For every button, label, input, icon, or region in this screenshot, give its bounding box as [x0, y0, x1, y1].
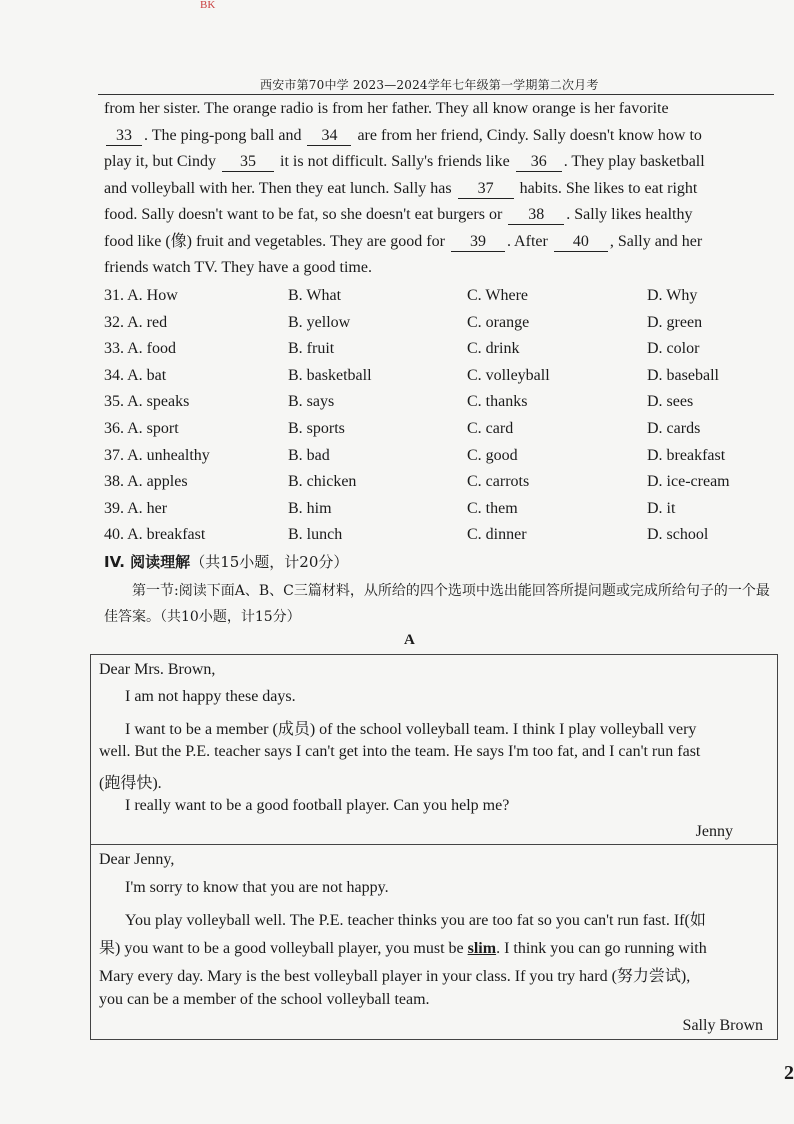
- passage-line: [104, 255, 780, 282]
- option-b: B. bad: [288, 446, 330, 464]
- option-d: D. breakfast: [647, 446, 726, 464]
- passage-line: [104, 229, 780, 256]
- passage-text: play it, but Cindy: [104, 153, 216, 170]
- option-d: D. green: [647, 313, 703, 331]
- option-c: C. thanks: [467, 393, 528, 411]
- passage-text: food. Sally doesn't want to be fat, so she doesn't eat burgers or: [104, 206, 503, 223]
- letter-greeting: Dear Mrs. Brown,: [99, 661, 216, 678]
- option-b: B. fruit: [288, 340, 335, 358]
- passage-text: habits. She likes to eat right: [519, 179, 698, 197]
- option-a: 32. A. red: [104, 313, 168, 331]
- passage-text: from her sister. The orange radio is from her father. They all know orange is her favorite: [104, 100, 669, 117]
- option-d: D. cards: [647, 419, 701, 437]
- passage-line: [104, 202, 780, 229]
- option-a: 36. A. sport: [104, 419, 179, 437]
- letter-sally: [90, 844, 778, 1040]
- passage-line: [104, 149, 780, 176]
- option-a: 38. A. apples: [104, 473, 188, 491]
- passage-text: and volleyball with her. Then they eat lunch. Sally has: [104, 179, 452, 197]
- passage-text: it is not difficult. Sally's friends like: [280, 153, 510, 170]
- letter-text: (跑得快).: [99, 775, 162, 792]
- passage-text: , Sally and her: [609, 232, 703, 250]
- passage-label: A: [404, 632, 415, 648]
- option-c: C. dinner: [467, 526, 527, 544]
- passage-text: are from her friend, Cindy. Sally doesn't know how to: [357, 126, 702, 144]
- exam-header: 西安市第70中学 2023—2024学年七年级第一学期第二次月考: [260, 78, 599, 92]
- section-title: [104, 551, 348, 572]
- option-row-32: [104, 310, 784, 337]
- option-c: C. volleyball: [467, 366, 550, 384]
- blank-39: 39: [451, 233, 505, 252]
- option-c: C. card: [467, 419, 514, 437]
- option-b: B. sports: [288, 419, 345, 437]
- blank-37: 37: [458, 180, 514, 199]
- letter-text: I want to be a member (成员) of the school volleyball team. I think I play volleyball very: [125, 721, 697, 738]
- option-c: C. them: [467, 499, 518, 517]
- passage-text: . Sally likes healthy: [566, 206, 693, 223]
- option-d: D. ice-cream: [647, 473, 730, 491]
- letter-text: I am not happy these days.: [125, 688, 296, 705]
- letter-text-part: 果) you want to be a good volleyball player, you must be: [99, 940, 464, 957]
- passage-text: . The ping-pong ball and: [144, 126, 302, 144]
- option-row-37: [104, 443, 784, 470]
- option-c: C. good: [467, 446, 518, 464]
- option-b: B. him: [288, 499, 332, 517]
- option-d: D. school: [647, 526, 709, 544]
- option-b: B. yellow: [288, 313, 351, 331]
- option-b: B. lunch: [288, 526, 343, 544]
- option-d: D. sees: [647, 393, 694, 411]
- option-row-39: [104, 496, 784, 523]
- letter-text: well. But the P.E. teacher says I can't get into the team. He says I'm too fat, and I can't run fast: [99, 743, 701, 760]
- option-row-34: [104, 363, 784, 390]
- option-d: D. color: [647, 340, 700, 358]
- letter-text-part: . I think you can go running with: [496, 940, 707, 957]
- option-a: 39. A. her: [104, 499, 168, 517]
- letter-text: you can be a member of the school volleyball team.: [99, 991, 430, 1008]
- scan-mark: BK: [200, 0, 216, 11]
- option-b: B. What: [288, 287, 342, 304]
- option-a: 31. A. How: [104, 287, 178, 304]
- section-instruction: 第一节:阅读下面A、B、C三篇材料，从所给的四个选项中选出能回答所提问题或完成所给句子的一个最佳答案。（共10小题，计15分）: [104, 583, 770, 625]
- passage-text: friends watch TV. They have a good time.: [104, 259, 372, 276]
- underlined-word-slim: slim: [467, 940, 497, 957]
- option-row-31: [104, 283, 784, 310]
- blank-36: 36: [516, 153, 562, 172]
- option-a: 40. A. breakfast: [104, 526, 206, 544]
- blank-38: 38: [508, 206, 564, 225]
- answer-options: [104, 283, 784, 549]
- letter-text: You play volleyball well. The P.E. teacher thinks you are too fat so you can't run fast. If(如: [125, 912, 706, 929]
- cloze-passage: [104, 96, 780, 282]
- option-row-36: [104, 416, 784, 443]
- passage-text: . They play basketball: [563, 153, 705, 170]
- option-b: B. chicken: [288, 473, 357, 491]
- letter-text: Mary every day. Mary is the best volleyball player in your class. If you try hard (努力尝试),: [99, 968, 691, 985]
- blank-33: 33: [106, 127, 142, 146]
- option-c: C. carrots: [467, 473, 530, 491]
- option-d: D. baseball: [647, 366, 719, 384]
- passage-line: [104, 96, 780, 123]
- option-row-35: [104, 389, 784, 416]
- passage-line: [104, 123, 780, 150]
- option-row-38: [104, 469, 784, 496]
- blank-35: 35: [222, 153, 274, 172]
- blank-34: 34: [307, 127, 351, 146]
- option-b: B. says: [288, 393, 335, 411]
- option-c: C. drink: [467, 340, 520, 358]
- option-a: 33. A. food: [104, 340, 176, 358]
- letter-text: [99, 935, 771, 958]
- letter-text: I'm sorry to know that you are not happy.: [125, 879, 389, 896]
- option-row-33: [104, 336, 784, 363]
- letter-signature: Jenny: [695, 823, 733, 840]
- passage-text: food like (像) fruit and vegetables. They are good for: [104, 232, 445, 250]
- option-row-40: [104, 522, 784, 549]
- option-a: 34. A. bat: [104, 366, 167, 384]
- blank-40: 40: [554, 233, 608, 252]
- section-heading: IV. 阅读理解: [104, 553, 191, 571]
- option-b: B. basketball: [288, 366, 372, 384]
- option-c: C. Where: [467, 287, 529, 304]
- letter-jenny: [90, 654, 778, 845]
- option-c: C. orange: [467, 313, 530, 331]
- option-a: 37. A. unhealthy: [104, 446, 210, 464]
- page-number: 2: [784, 1062, 794, 1084]
- option-d: D. Why: [647, 287, 698, 304]
- passage-text: . After: [506, 232, 548, 250]
- letter-text: I really want to be a good football player. Can you help me?: [125, 797, 510, 814]
- passage-line: [104, 176, 780, 203]
- letter-greeting: Dear Jenny,: [99, 851, 175, 868]
- header-rule: [98, 94, 774, 95]
- section-score: （共15小题，计20分）: [190, 553, 349, 571]
- letter-signature: Sally Brown: [682, 1017, 763, 1034]
- option-d: D. it: [647, 499, 676, 517]
- option-a: 35. A. speaks: [104, 393, 190, 411]
